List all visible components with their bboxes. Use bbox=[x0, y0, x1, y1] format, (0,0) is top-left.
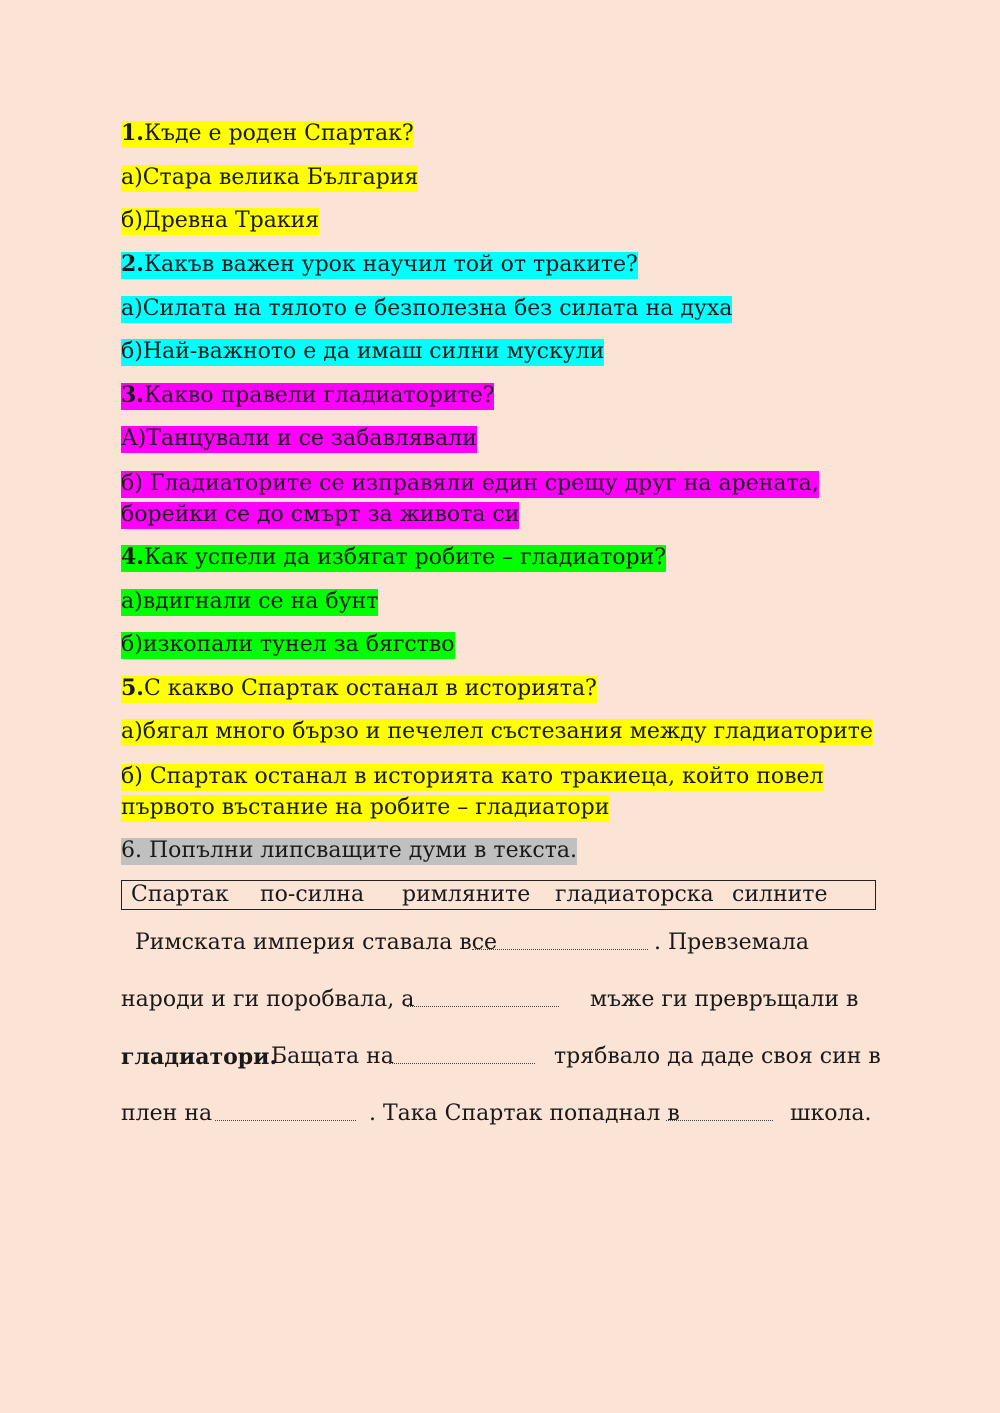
blank-1[interactable] bbox=[472, 949, 648, 950]
question-1-option-a[interactable] bbox=[121, 162, 418, 193]
question-2-number: 2. bbox=[121, 251, 144, 277]
word-bank-item[interactable]: по-силна bbox=[260, 882, 365, 907]
question-3-highlight bbox=[121, 383, 494, 410]
question-2-text: Какъв важен урок научил той от траките? bbox=[143, 252, 638, 277]
option-text: а)вдигнали се на бунт bbox=[121, 589, 379, 614]
option-text: б)Най-важното е да имаш силни мускули bbox=[121, 339, 605, 364]
option-text: а)бягал много бързо и печелел състезания между гладиаторите bbox=[121, 719, 873, 744]
question-3 bbox=[121, 380, 494, 411]
question-5-option-a[interactable] bbox=[121, 716, 873, 747]
option-text: а)Силата на тялото е безполезна без силата на духа bbox=[121, 296, 733, 321]
fill-text: трябвало да даде своя син в bbox=[554, 1044, 881, 1069]
fill-text: Римската империя ставала все bbox=[135, 930, 498, 955]
fill-text: народи и ги поробвала, а bbox=[121, 987, 415, 1012]
blank-4[interactable] bbox=[215, 1120, 356, 1121]
fill-text: мъже ги превръщали в bbox=[590, 987, 859, 1012]
option-text: а)Стара велика България bbox=[121, 165, 419, 190]
question-2-option-a[interactable] bbox=[121, 293, 732, 324]
question-2-option-b[interactable] bbox=[121, 336, 604, 367]
blank-5[interactable] bbox=[666, 1120, 773, 1121]
question-1-option-b[interactable] bbox=[121, 205, 319, 236]
question-5-text: С какво Спартак останал в историята? bbox=[143, 676, 597, 701]
fill-text: школа. bbox=[790, 1101, 872, 1126]
option-text: б)изкопали тунел за бягство bbox=[121, 632, 455, 657]
question-4 bbox=[121, 542, 666, 573]
option-text: А)Танцували и се забавлявали bbox=[121, 426, 477, 451]
option-text: б) Спартак останал в историята като тракиеца, който повел първото въстание на робите – гладиатори bbox=[121, 764, 824, 820]
option-text: б) Гладиаторите се изправяли един срещу друг на арената, борейки се до смърт за живота си bbox=[121, 471, 819, 527]
blank-2[interactable] bbox=[407, 1006, 559, 1007]
question-4-highlight bbox=[121, 545, 666, 572]
question-2 bbox=[121, 249, 638, 280]
fill-text: Бащата на bbox=[271, 1044, 394, 1069]
question-3-number: 3. bbox=[121, 382, 144, 408]
question-5-option-b[interactable] bbox=[121, 761, 881, 823]
question-6-instruction: 6. Попълни липсващите думи в текста. bbox=[121, 838, 577, 863]
question-2-highlight bbox=[121, 252, 638, 279]
question-4-number: 4. bbox=[121, 544, 144, 570]
question-1 bbox=[121, 118, 414, 149]
fill-text: . Така Спартак попаднал в bbox=[369, 1101, 680, 1126]
fill-text-bold: гладиатори. bbox=[121, 1044, 278, 1070]
question-3-option-b[interactable] bbox=[121, 468, 881, 530]
question-5 bbox=[121, 673, 597, 704]
question-3-text: Какво правели гладиаторите? bbox=[143, 383, 495, 408]
fill-line-1 bbox=[121, 928, 881, 960]
question-4-option-a[interactable] bbox=[121, 586, 378, 617]
fill-line-2 bbox=[121, 985, 881, 1017]
question-4-text: Как успели да избягат робите – гладиатори? bbox=[143, 545, 666, 570]
question-6 bbox=[121, 835, 577, 866]
fill-text: плен на bbox=[121, 1101, 213, 1126]
question-1-number: 1. bbox=[121, 120, 144, 146]
question-1-highlight bbox=[121, 121, 414, 148]
question-5-highlight bbox=[121, 676, 597, 703]
word-bank-item[interactable]: Спартак bbox=[131, 882, 229, 907]
word-bank bbox=[121, 880, 876, 910]
fill-line-3 bbox=[121, 1042, 881, 1074]
word-bank-item[interactable]: силните bbox=[732, 882, 828, 907]
question-1-text: Къде е роден Спартак? bbox=[143, 121, 414, 146]
fill-line-4 bbox=[121, 1099, 881, 1131]
question-4-option-b[interactable] bbox=[121, 629, 455, 660]
question-3-option-a[interactable] bbox=[121, 423, 477, 454]
word-bank-item[interactable]: гладиаторска bbox=[555, 882, 714, 907]
option-text: б)Древна Тракия bbox=[121, 208, 320, 233]
question-5-number: 5. bbox=[121, 675, 144, 701]
blank-3[interactable] bbox=[389, 1063, 535, 1064]
word-bank-item[interactable]: римляните bbox=[402, 882, 531, 907]
fill-text: . Превземала bbox=[654, 930, 809, 955]
